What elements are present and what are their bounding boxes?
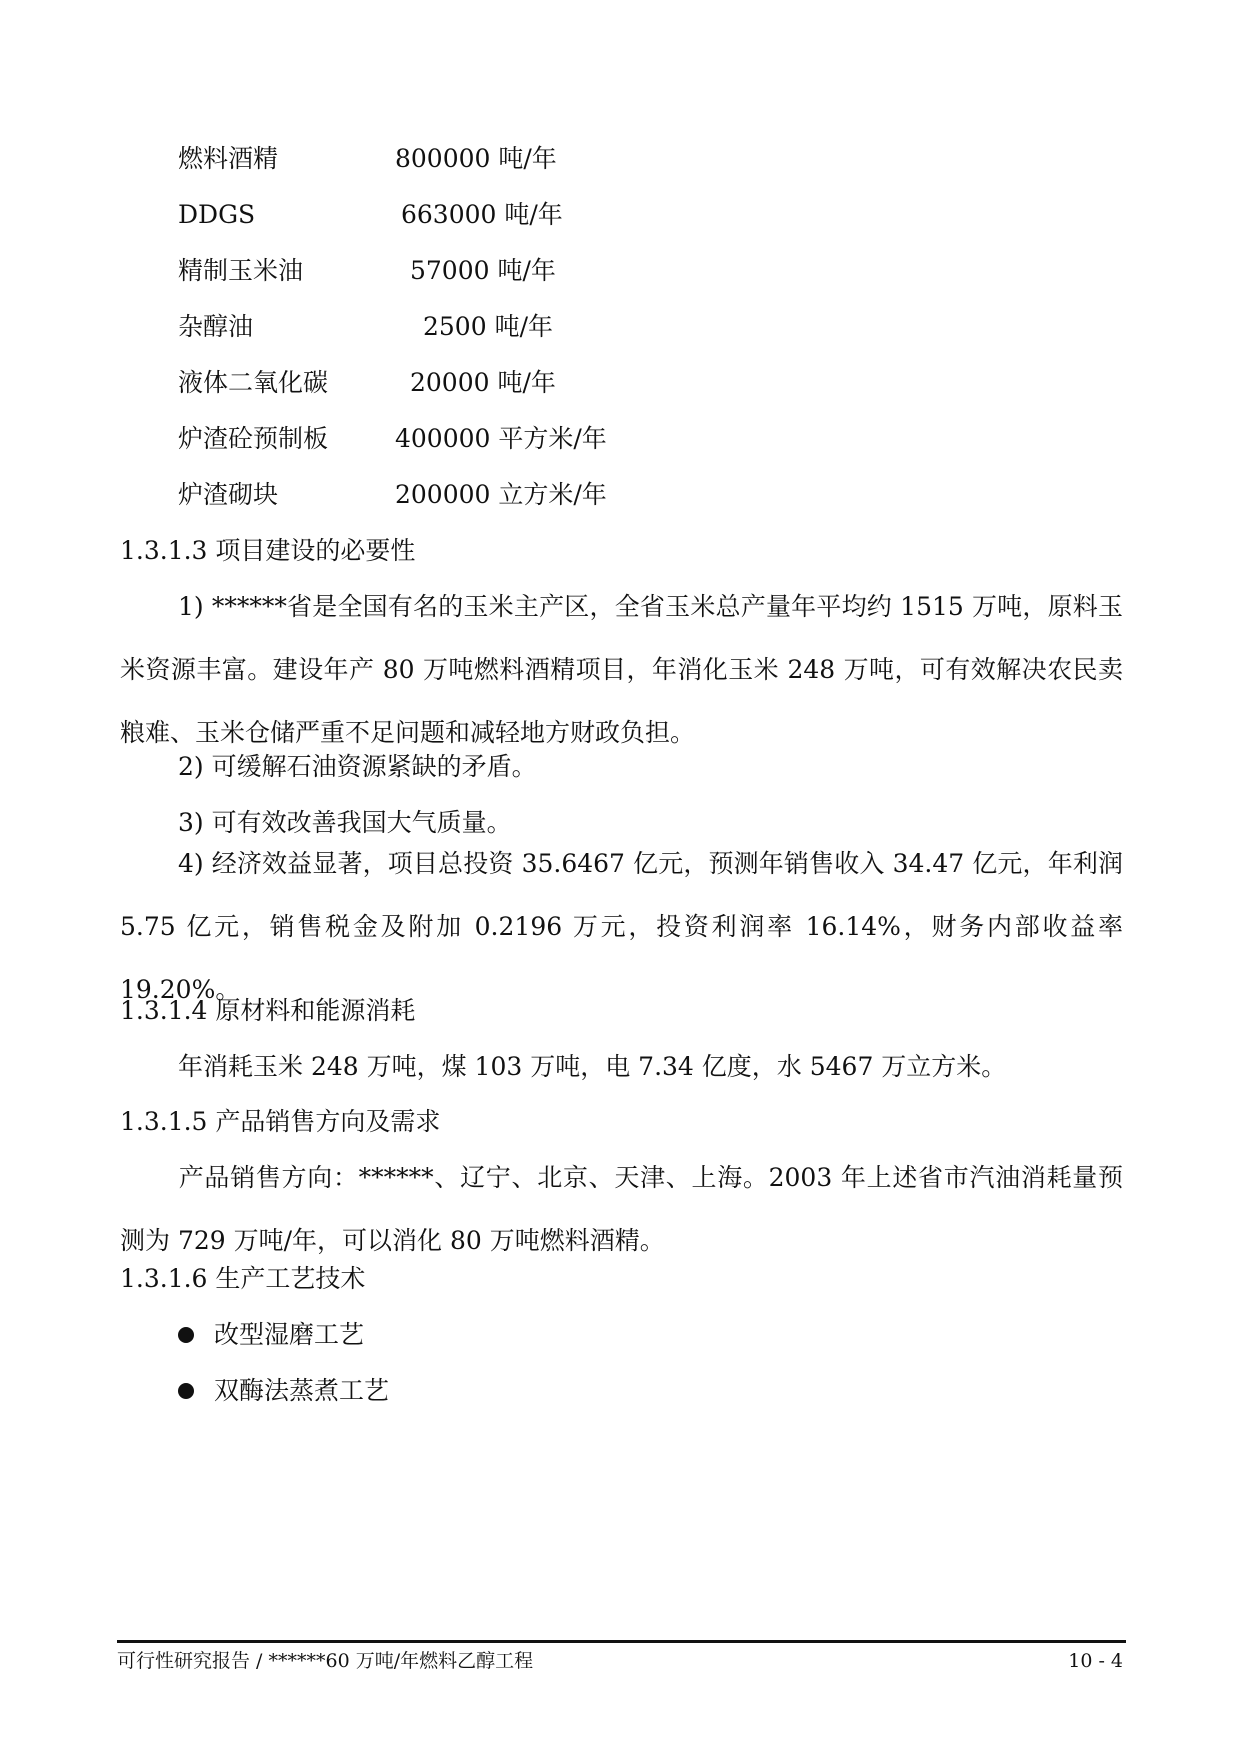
product-name: 精制玉米油 (178, 256, 304, 285)
product-name: 炉渣砼预制板 (178, 424, 329, 453)
product-value: 57000 吨/年 (410, 256, 556, 285)
section-heading-sales: 1.3.1.5 产品销售方向及需求 (120, 1107, 441, 1136)
necessity-item-text: 4) 经济效益显著，项目总投资 35.6467 亿元，预测年销售收入 34.47 亿元，年利润 5.75 亿元，销售税金及附加 0.2196 万元，投资利润率 16.14%，财务内部收益率 19.20%。 (120, 849, 1123, 1004)
product-value: 20000 吨/年 (410, 368, 556, 397)
list-item (178, 1374, 389, 1408)
necessity-item-text: 3) 可有效改善我国大气质量。 (178, 808, 512, 837)
product-value: 400000 平方米/年 (395, 424, 607, 453)
footer-title: 可行性研究报告 / ******60 万吨/年燃料乙醇工程 (117, 1650, 534, 1672)
necessity-item-text: 1) ******省是全国有名的玉米主产区，全省玉米总产量年平均约 1515 万吨，原料玉米资源丰富。建设年产 80 万吨燃料酒精项目，年消化玉米 248 万吨，可有效解决农民卖粮难、玉米仓储严重不足问题和减轻地方财政负担。 (120, 592, 1123, 747)
footer-divider (117, 1640, 1126, 1643)
product-name: 炉渣砌块 (178, 480, 279, 509)
tech-item-label: 改型湿磨工艺 (214, 1320, 365, 1349)
sales-text-content: 产品销售方向：******、辽宁、北京、天津、上海。2003 年上述省市汽油消耗量预测为 729 万吨/年，可以消化 80 万吨燃料酒精。 (120, 1163, 1123, 1255)
section-heading-tech: 1.3.1.6 生产工艺技术 (120, 1264, 366, 1293)
section-heading-materials: 1.3.1.4 原材料和能源消耗 (120, 996, 416, 1025)
list-item (178, 1318, 364, 1352)
page-number: 10 - 4 (1068, 1650, 1123, 1672)
necessity-item-text: 2) 可缓解石油资源紧缺的矛盾。 (178, 752, 537, 781)
tech-item-label: 双酶法蒸煮工艺 (214, 1376, 390, 1405)
bullet-icon (178, 1383, 194, 1399)
product-value: 663000 吨/年 (401, 200, 563, 229)
sales-text (120, 1146, 1123, 1272)
necessity-item-2 (120, 735, 1123, 798)
product-value: 200000 立方米/年 (395, 480, 607, 509)
necessity-item-4 (120, 832, 1123, 1021)
materials-text (120, 1035, 1123, 1098)
bullet-icon (178, 1327, 194, 1343)
product-name: 杂醇油 (178, 312, 254, 341)
materials-text-content: 年消耗玉米 248 万吨，煤 103 万吨，电 7.34 亿度，水 5467 万立方米。 (178, 1052, 1007, 1081)
product-name: DDGS (178, 200, 256, 229)
product-name: 燃料酒精 (178, 144, 279, 173)
product-name: 液体二氧化碳 (178, 368, 329, 397)
section-heading-necessity: 1.3.1.3 项目建设的必要性 (120, 536, 416, 565)
product-value: 2500 吨/年 (423, 312, 553, 341)
product-value: 800000 吨/年 (395, 144, 557, 173)
